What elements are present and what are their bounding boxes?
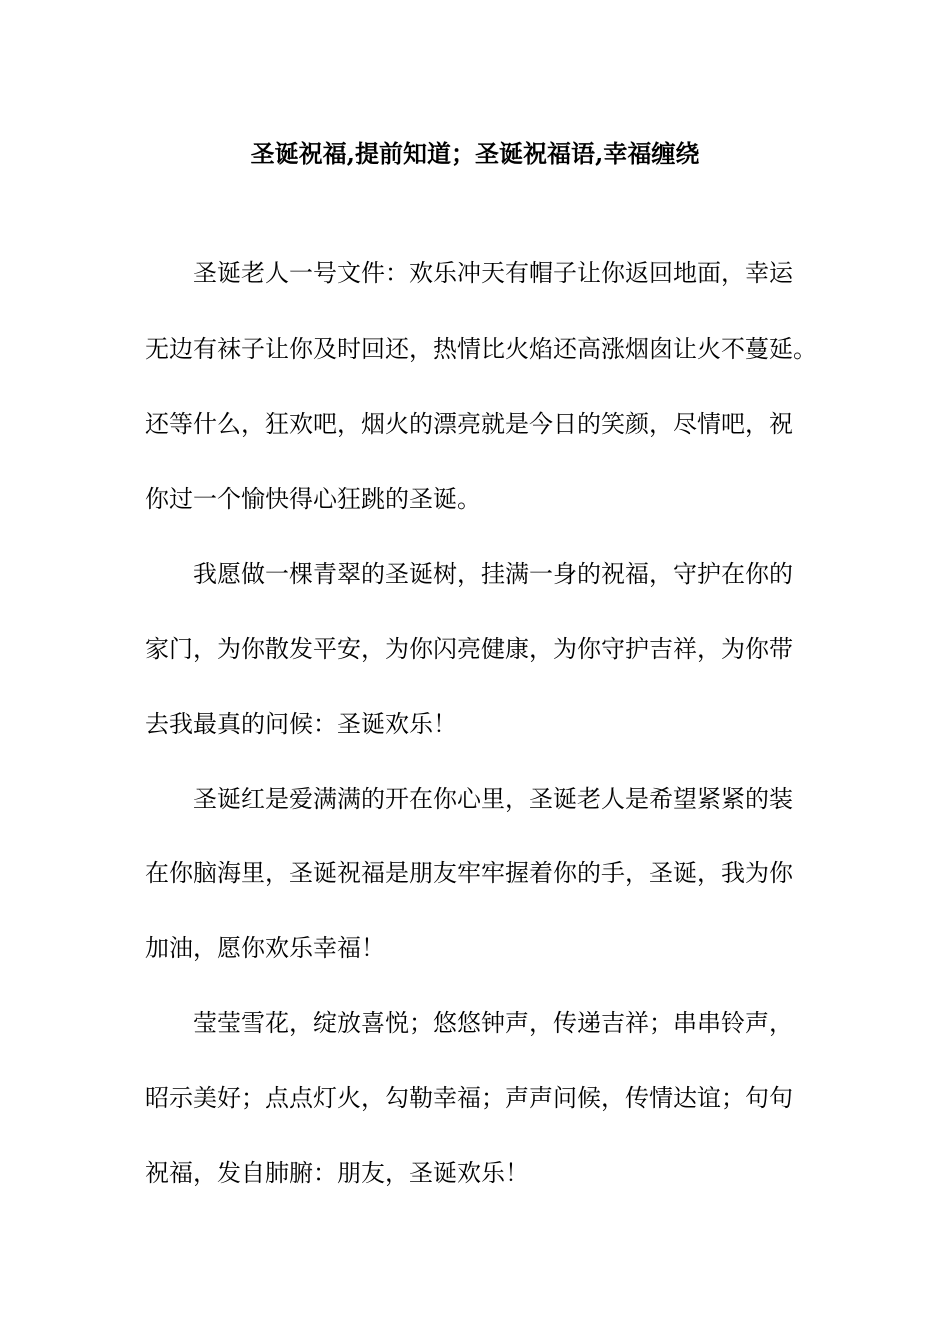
paragraph-3-line-2: 在你脑海里，圣诞祝福是朋友牢牢握着你的手，圣诞，我为你 bbox=[145, 859, 793, 887]
document-title: 圣诞祝福,提前知道；圣诞祝福语,幸福缠绕 bbox=[250, 139, 700, 168]
paragraph-1-line-1: 圣诞老人一号文件：欢乐冲天有帽子让你返回地面，幸运 bbox=[193, 259, 793, 287]
paragraph-4-line-3: 祝福，发自肺腑：朋友，圣诞欢乐！ bbox=[145, 1159, 529, 1187]
paragraph-3-line-3: 加油，愿你欢乐幸福！ bbox=[145, 934, 385, 962]
paragraph-2-line-1: 我愿做一棵青翠的圣诞树，挂满一身的祝福，守护在你的 bbox=[193, 560, 793, 588]
paragraph-4-line-1: 莹莹雪花，绽放喜悦；悠悠钟声，传递吉祥；串串铃声， bbox=[193, 1009, 793, 1037]
paragraph-2-line-3: 去我最真的问候：圣诞欢乐！ bbox=[145, 710, 457, 738]
paragraph-1-line-4: 你过一个愉快得心狂跳的圣诞。 bbox=[145, 485, 481, 513]
paragraph-3-line-1: 圣诞红是爱满满的开在你心里，圣诞老人是希望紧紧的装 bbox=[193, 785, 793, 813]
paragraph-4-line-2: 昭示美好；点点灯火，勾勒幸福；声声问候，传情达谊；句句 bbox=[145, 1084, 793, 1112]
paragraph-1-line-2: 无边有袜子让你及时回还，热情比火焰还高涨烟囱让火不蔓延。 bbox=[145, 335, 817, 363]
paragraph-1-line-3: 还等什么，狂欢吧，烟火的漂亮就是今日的笑颜，尽情吧，祝 bbox=[145, 410, 793, 438]
paragraph-2-line-2: 家门，为你散发平安，为你闪亮健康，为你守护吉祥，为你带 bbox=[145, 635, 793, 663]
